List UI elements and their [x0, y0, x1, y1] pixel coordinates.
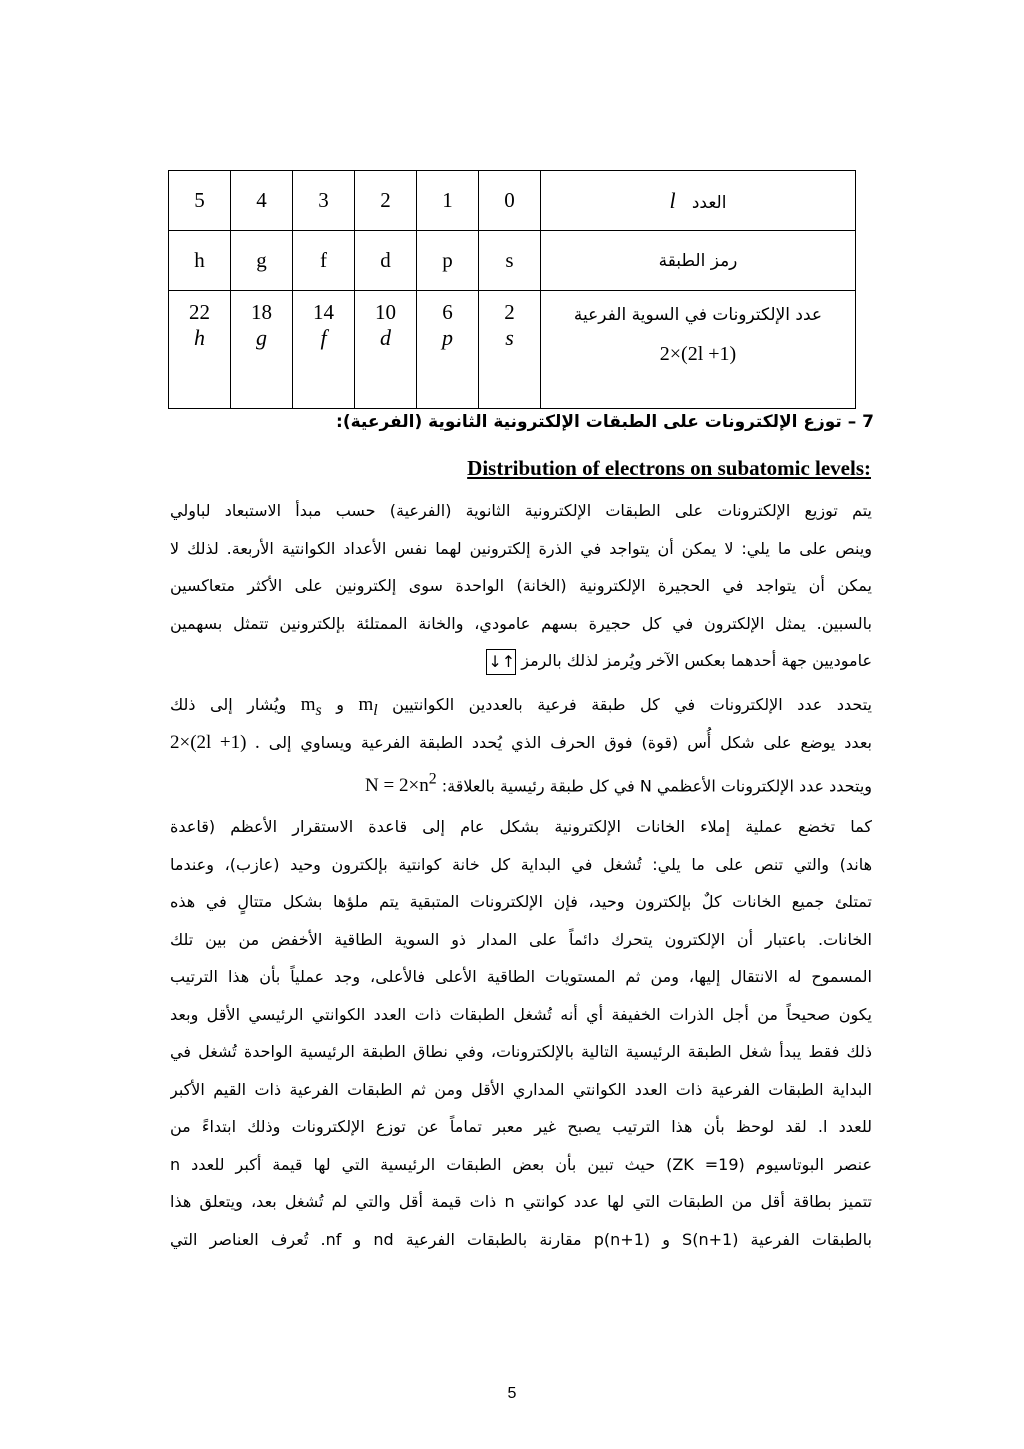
table-cell: 4	[231, 171, 293, 231]
text-line: تمتلئ جميع الخانات كلٌ بإلكترون وحيد، فإن الإلكترونات المتبقية يتم ملؤها بشكل متتالٍ في هذه	[170, 892, 872, 911]
ml-symbol	[358, 694, 378, 719]
table-cell	[355, 291, 417, 409]
symbol-subscript: l	[373, 701, 378, 719]
text-line: يمكن أن يتواجد في الحجيرة الإلكترونية (الخانة) الواحدة سوى إلكترونين على الأكثر متعاكسين	[170, 576, 872, 595]
table-row	[169, 291, 856, 409]
level-letter: p	[442, 325, 453, 350]
page-number: 5	[507, 1385, 517, 1402]
table-cell	[293, 291, 355, 409]
text-line	[170, 724, 872, 762]
level-letter: d	[380, 325, 391, 350]
text-line: الخانات. باعتبار أن الإلكترون يتحرك دائماً على المدار ذو السوية الطاقية الأخفض من بين تلك	[170, 929, 872, 949]
label-text: عدد الإلكترونات في السوية الفرعية	[573, 305, 823, 325]
row-label-electron-count	[541, 291, 856, 409]
table-cell	[231, 291, 293, 409]
section-heading-english: Distribution of electrons on subatomic levels:	[467, 456, 871, 480]
symbol-subscript: s	[315, 701, 322, 719]
text-line: يكون صحيحاً من أجل الذرات الخفيفة أي أنه تُشغل الطبقات ذات العدد الكوانتي الرئيسي الأقل وبعد	[170, 1004, 872, 1024]
text-line: كما تخضع عملية إملاء الخانات الإلكترونية بشكل عام إلى قاعدة الاستقرار الأعظم (قاعدة	[170, 817, 872, 836]
electron-count: 10	[375, 300, 396, 324]
table-cell: 2	[355, 171, 417, 231]
formula: 2×(2l +1)	[659, 343, 737, 365]
text-segment: ويتحدد عدد الإلكترونات الأعظمي N في كل طبقة رئيسية بالعلاقة:	[441, 776, 872, 796]
text-line: بالطبقات الفرعية (n+1)S و (n+1)p مقارنة بالطبقات الفرعية nd و nf. تُعرف العناصر التي	[170, 1229, 872, 1249]
level-letter: h	[194, 325, 205, 350]
text-line: هاند) والتي تنص على ما يلي: تُشغل في البداية كل خانة كوانتية بإلكترون وحيد (عازب)، وعندما	[170, 854, 872, 874]
table-cell: s	[479, 231, 541, 291]
table-cell: 1	[417, 171, 479, 231]
section-heading-arabic: 7 – توزع الإلكترونات على الطبقات الإلكترونية الثانوية (الفرعية):	[336, 412, 874, 432]
level-letter: g	[256, 325, 267, 350]
row-label-level-symbol: رمز الطبقة	[541, 231, 856, 291]
table-cell: h	[169, 231, 231, 291]
text-line	[170, 686, 872, 724]
quantum-levels-table	[168, 170, 856, 409]
level-letter: f	[320, 325, 327, 350]
label-word: العدد	[691, 192, 727, 213]
text-line: عنصر البوتاسيوم (ZK =19) حيث تبين بأن بعض الطبقات الرئيسية التي لها قيمة أكبر للعدد n	[170, 1154, 872, 1174]
text-line: للعدد l. لقد لوحظ بأن هذا الترتيب يصبح غير معبر تماماً عن توزع الإلكترونات وذلك ابتداءً من	[170, 1117, 872, 1136]
formula: 2×(2l +1) .	[170, 731, 260, 753]
text-line: بالسبين. يمثل الإلكترون في كل حجيرة بسهم عامودي، والخانة الممتلئة بإلكترونين تتمثل بسهمين	[170, 613, 872, 633]
formula	[365, 771, 437, 797]
table-cell: 5	[169, 171, 231, 231]
text-line: تتميز بطاقة أقل من الطبقات التي لها عدد كوانتي n ذات قيمة أقل والتي لم تُشغل بعد، ويتعلق هذا	[170, 1192, 872, 1211]
text-segment: بعدد يوضع على شكل أُس (قوة) فوق الحرف الذي يُحدد الطبقة الفرعية ويساوي إلى	[268, 732, 872, 752]
symbol-letter: m	[300, 694, 316, 715]
table-cell: p	[417, 231, 479, 291]
text-line	[170, 761, 872, 799]
symbol-letter: m	[358, 694, 374, 715]
text-line: يتم توزيع الإلكترونات على الطبقات الإلكترونية الثانوية (الفرعية) حسب مبدأ الاستبعاد لباولي	[170, 501, 872, 520]
formula-exponent: 2	[428, 771, 437, 788]
table-cell: f	[293, 231, 355, 291]
table-row	[169, 171, 856, 231]
electron-count: 18	[251, 300, 272, 324]
table-cell	[169, 291, 231, 409]
text-segment: ويُشار إلى ذلك	[170, 695, 287, 714]
text-segment: عاموديين جهة أحدهما بعكس الآخر ويُرمز لذلك بالرمز	[521, 651, 872, 670]
ms-symbol	[300, 694, 322, 719]
label-variable: l	[669, 187, 676, 213]
text-line: المسموح له الانتقال إليها، ومن ثم المستويات الطاقية الأعلى فالأعلى، وجد عملياً بأن هذا الترتيب	[170, 967, 872, 986]
text-segment: يتحدد عدد الإلكترونات في كل طبقة فرعية بالعددين الكوانتيين	[392, 695, 872, 714]
up-down-arrows-icon: ↑↓	[486, 649, 516, 675]
level-letter: s	[505, 325, 514, 350]
table-cell: d	[355, 231, 417, 291]
table-cell	[417, 291, 479, 409]
electron-count: 2	[504, 300, 515, 324]
table-row	[169, 231, 856, 291]
table-cell	[479, 291, 541, 409]
text-line: ذلك فقط يبدأ شغل الطبقة الرئيسية التالية بالإلكترونات، وفي نطاق الطبقة الرئيسية الواحدة تُشغل في	[170, 1042, 872, 1061]
paragraph-quantum-numbers	[170, 686, 872, 799]
paragraph-pauli	[170, 492, 872, 680]
text-line: البداية الطبقات الفرعية ذات العدد الكوانتي المداري الأقل ومن ثم الطبقات الفرعية ذات القيم الأكبر	[170, 1079, 872, 1099]
table-cell: 3	[293, 171, 355, 231]
electron-count: 22	[189, 300, 210, 324]
text-segment: و	[336, 695, 344, 714]
electron-count: 6	[442, 300, 453, 324]
table-cell: g	[231, 231, 293, 291]
paragraph-hund-rule	[170, 808, 872, 1258]
formula-base: N = 2×n	[365, 775, 429, 797]
text-line: وينص على ما يلي: لا يمكن أن يتواجد في الذرة إلكترونين لهما نفس الأعداد الكوانتية الأربعة. لذلك لا	[170, 538, 872, 558]
table-cell: 0	[479, 171, 541, 231]
row-label-number-l	[541, 171, 856, 231]
electron-count: 14	[313, 300, 334, 324]
text-line	[170, 642, 872, 680]
